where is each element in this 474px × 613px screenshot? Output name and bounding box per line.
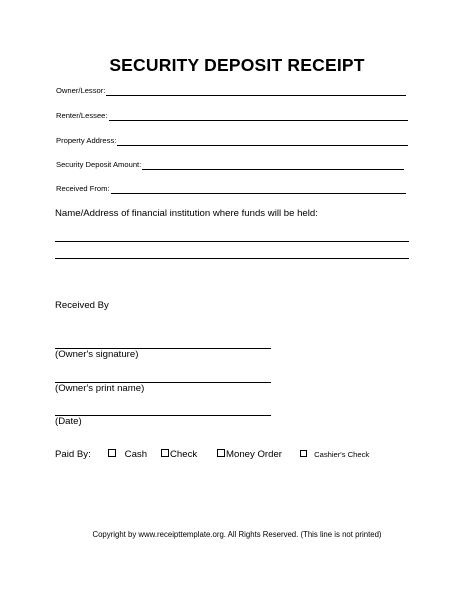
institution-line-1[interactable] bbox=[55, 241, 409, 242]
security-deposit-amount-line[interactable] bbox=[142, 161, 404, 170]
cash-label: Cash bbox=[124, 449, 148, 460]
date-label: (Date) bbox=[55, 416, 82, 427]
security-deposit-amount-label: Security Deposit Amount: bbox=[56, 160, 142, 169]
institution-prompt: Name/Address of financial institution where funds will be held: bbox=[55, 208, 318, 219]
property-address-line[interactable] bbox=[117, 137, 408, 146]
received-from-line[interactable] bbox=[111, 185, 406, 194]
cash-option[interactable] bbox=[108, 449, 147, 460]
owner-signature-label: (Owner's signature) bbox=[55, 349, 139, 360]
institution-line-2[interactable] bbox=[55, 258, 409, 259]
document-title: SECURITY DEPOSIT RECEIPT bbox=[109, 55, 365, 75]
check-label: Check bbox=[170, 449, 198, 460]
cashiers-check-option[interactable] bbox=[300, 450, 369, 459]
cash-checkbox[interactable] bbox=[108, 449, 116, 457]
renter-lessee-line[interactable] bbox=[109, 112, 409, 121]
payment-method-row bbox=[55, 449, 370, 460]
cashiers-check-checkbox[interactable] bbox=[300, 450, 307, 457]
property-address-label: Property Address: bbox=[56, 136, 117, 145]
money-order-label: Money Order bbox=[226, 449, 282, 460]
owner-lessor-line[interactable] bbox=[106, 87, 406, 96]
owner-lessor-field[interactable] bbox=[56, 86, 406, 96]
check-option[interactable] bbox=[161, 449, 197, 460]
property-address-field[interactable] bbox=[56, 136, 408, 146]
money-order-option[interactable] bbox=[217, 449, 282, 460]
owner-lessor-label: Owner/Lessor: bbox=[56, 86, 106, 95]
received-from-field[interactable] bbox=[56, 184, 406, 194]
owner-print-name-label: (Owner's print name) bbox=[55, 383, 145, 394]
paid-by-label: Paid By: bbox=[55, 449, 91, 460]
renter-lessee-field[interactable] bbox=[56, 111, 408, 121]
copyright-footer: Copyright by www.receipttemplate.org. All Rights Reserved. (This line is not printed) bbox=[92, 530, 382, 539]
renter-lessee-label: Renter/Lessee: bbox=[56, 111, 108, 120]
cashiers-check-label: Cashier's Check bbox=[314, 450, 370, 459]
date-line[interactable] bbox=[55, 415, 271, 416]
received-from-label: Received From: bbox=[56, 184, 110, 193]
check-checkbox[interactable] bbox=[161, 449, 169, 457]
security-deposit-amount-field[interactable] bbox=[56, 160, 404, 170]
received-by-label: Received By bbox=[55, 300, 109, 311]
money-order-checkbox[interactable] bbox=[217, 449, 225, 457]
